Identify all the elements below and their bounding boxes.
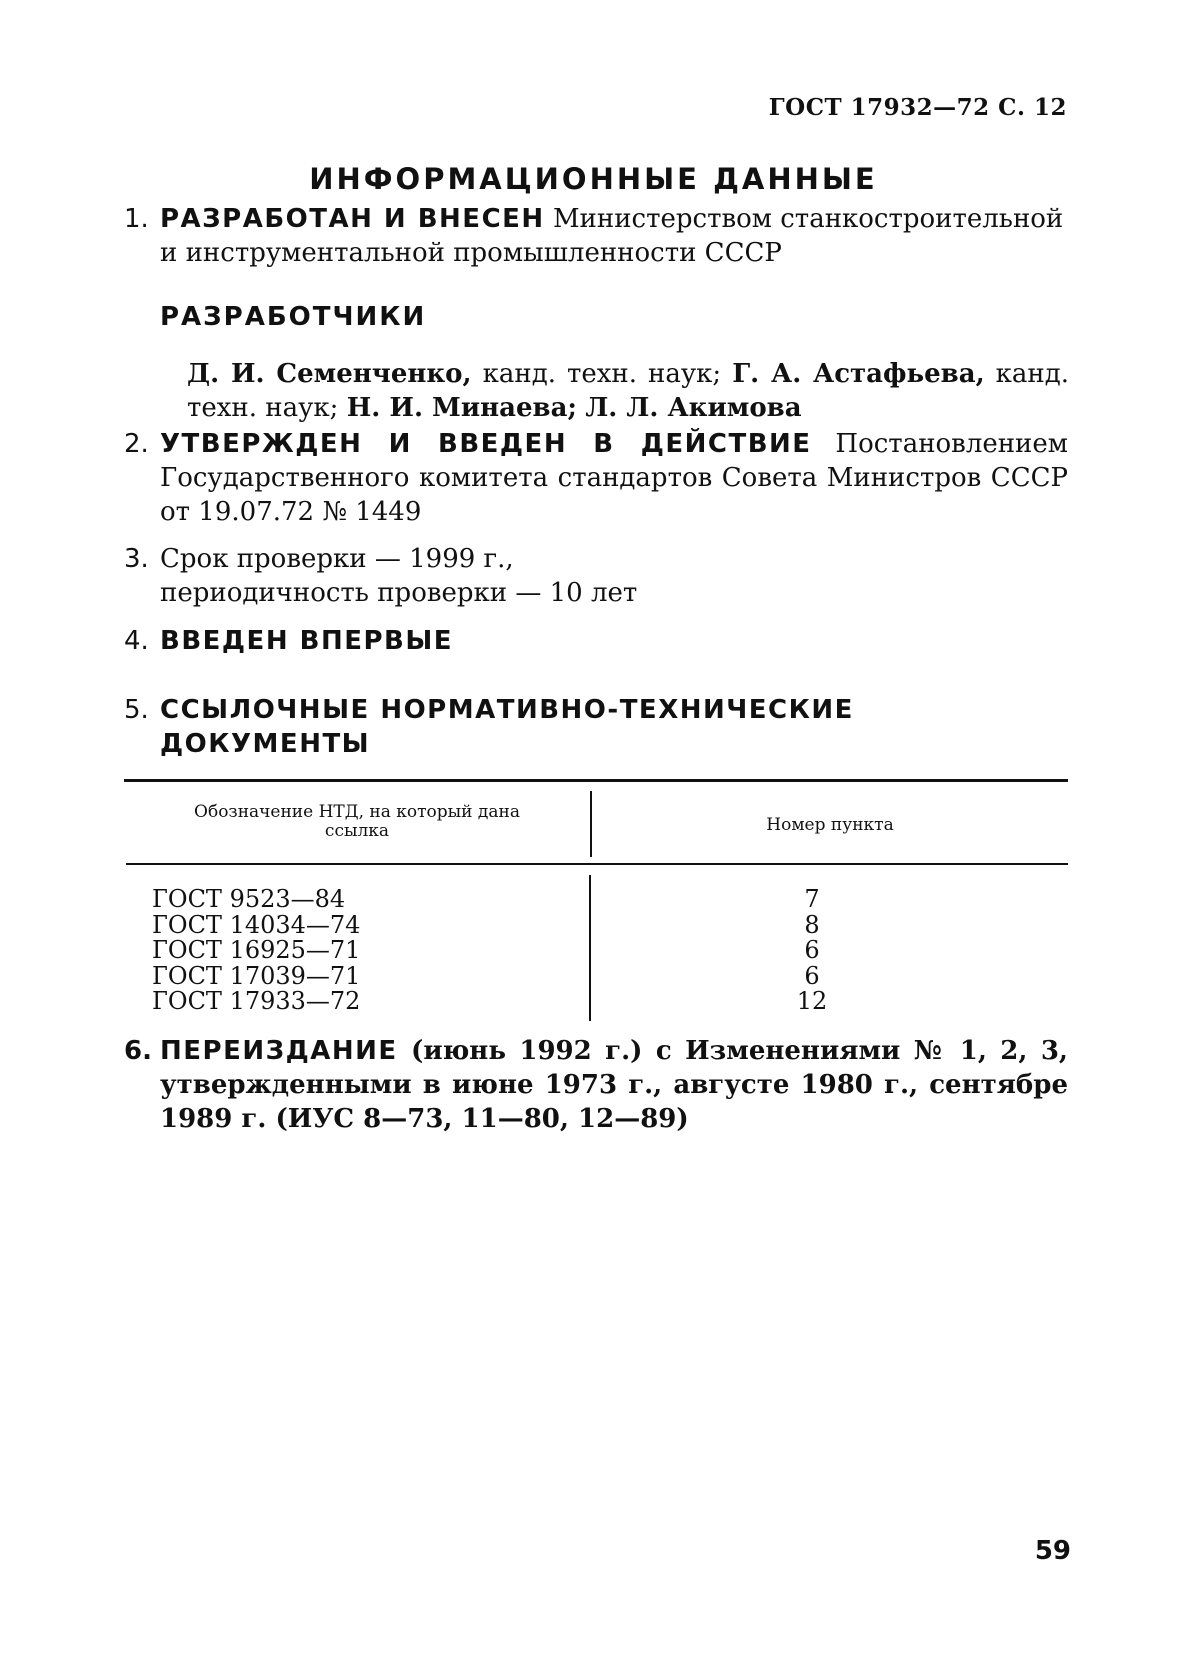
item-text: (июнь 1992 г.) с Изменениями № 1, 2, 3, утвержденными в июне 1973 г., августе 1980 г., сентябре 1989 г. (ИУС 8—73, 11—80, 12—89) bbox=[160, 1036, 1068, 1134]
table-column-documents bbox=[152, 887, 360, 1015]
item-number: 5. bbox=[124, 695, 149, 725]
table-cell-document: ГОСТ 17039—71 bbox=[152, 961, 361, 990]
item-heading: ВВЕДЕН ВПЕРВЫЕ bbox=[160, 626, 454, 656]
item-text: Постановлением Государственного комитета стандартов Совета Министров СССР от 19.07.72 № 1449 bbox=[160, 429, 1068, 527]
item-number: 3. bbox=[124, 544, 149, 574]
table-cell-clause: 7 bbox=[804, 885, 820, 913]
info-item-5 bbox=[124, 693, 944, 761]
item-number: 4. bbox=[124, 626, 149, 656]
developer-name: Н. И. Минаева; bbox=[346, 393, 578, 423]
table-cell-clause: 8 bbox=[804, 910, 820, 939]
item-heading: ССЫЛОЧНЫЕ НОРМАТИВНО-ТЕХНИЧЕСКИЕ ДОКУМЕНТЫ bbox=[160, 695, 854, 759]
table-cell-document: ГОСТ 17933—72 bbox=[152, 987, 361, 1015]
item-heading: ПЕРЕИЗДАНИЕ bbox=[160, 1036, 398, 1066]
table-cell-clause: 12 bbox=[796, 987, 828, 1015]
developer-name: Г. А. Астафьева, bbox=[732, 359, 985, 389]
info-item-6 bbox=[124, 1034, 1068, 1136]
table-cell-clause: 6 bbox=[804, 936, 820, 964]
developer-name: Л. Л. Акимова bbox=[585, 393, 802, 423]
info-item-4 bbox=[124, 624, 1068, 658]
table-column-clauses bbox=[792, 887, 832, 1015]
page-number: 59 bbox=[1034, 1536, 1071, 1566]
item-text-line: Срок проверки — 1999 г., bbox=[160, 544, 514, 574]
table-header-rule bbox=[126, 863, 1068, 865]
item-text: Министерством станкостроительной и инструментальной промышленности СССР bbox=[160, 204, 1064, 268]
info-item-2 bbox=[124, 427, 1068, 529]
info-item-3 bbox=[124, 542, 1068, 610]
item-text-line: периодичность проверки — 10 лет bbox=[160, 578, 638, 608]
item-heading: РАЗРАБОТАН И ВНЕСЕН bbox=[160, 204, 545, 234]
table-header-document: Обозначение НТД, на который дана ссылка bbox=[194, 802, 520, 841]
developers-list bbox=[187, 357, 1069, 425]
reference-documents-table bbox=[124, 779, 1068, 1023]
page-title: ИНФОРМАЦИОННЫЕ ДАННЫЕ bbox=[309, 162, 878, 196]
table-cell-clause: 6 bbox=[804, 961, 820, 990]
developer-name: Д. И. Семенченко, bbox=[187, 359, 472, 389]
table-column-divider bbox=[589, 875, 591, 1021]
table-cell-document: ГОСТ 16925—71 bbox=[152, 936, 361, 964]
item-heading: УТВЕРЖДЕН И ВВЕДЕН В ДЕЙСТВИЕ bbox=[160, 429, 812, 459]
info-item-1 bbox=[124, 202, 1068, 270]
developer-degree: канд. техн. наук; bbox=[187, 359, 1070, 423]
item-number: 2. bbox=[124, 429, 149, 459]
document-code: ГОСТ 17932—72 С. 12 bbox=[768, 94, 1067, 121]
table-top-rule bbox=[124, 779, 1068, 782]
item-number: 6. bbox=[124, 1036, 152, 1066]
table-cell-document: ГОСТ 9523—84 bbox=[152, 885, 346, 913]
developer-degree: канд. техн. наук; bbox=[482, 359, 722, 389]
item-number: 1. bbox=[124, 204, 149, 234]
developers-heading: РАЗРАБОТЧИКИ bbox=[160, 302, 427, 332]
table-cell-document: ГОСТ 14034—74 bbox=[152, 910, 361, 939]
table-header-clause: Номер пункта bbox=[766, 815, 894, 835]
